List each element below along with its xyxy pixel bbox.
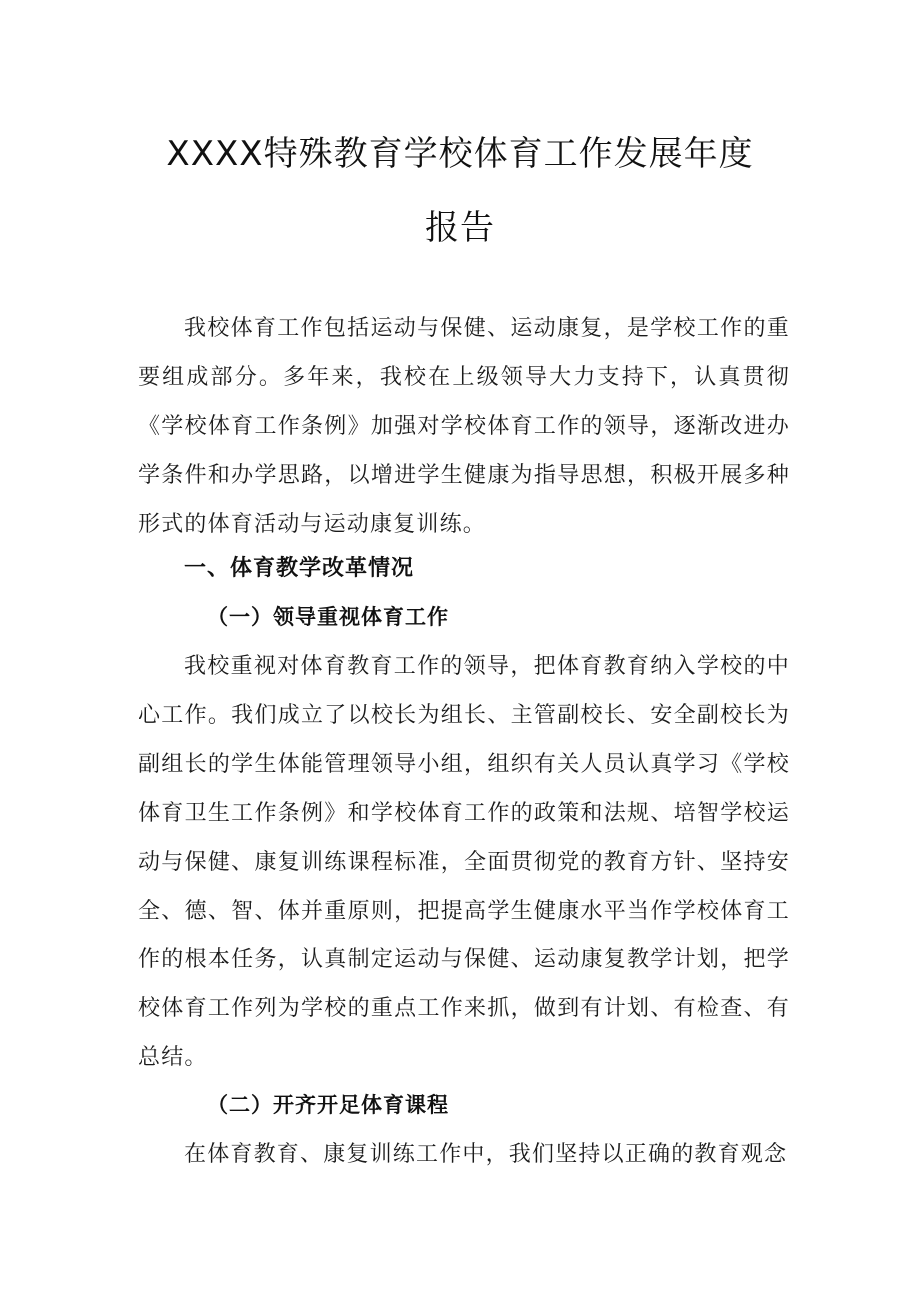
subsection-heading-2: （二）开齐开足体育课程 — [207, 1093, 449, 1117]
intro-paragraph: 我校体育工作包括运动与保健、运动康复，是学校工作的重要组成部分。多年来，我校在上级领导大力支持下，认真贯彻《学校体育工作条例》加强对学校体育工作的领导，逐渐改进办学条件和办学思路，以增进学生健康为指导思想，积极开展多种形式的体育活动与运动康复训练。 — [138, 316, 790, 537]
subsection-1-paragraph: 我校重视对体育教育工作的领导，把体育教育纳入学校的中心工作。我们成立了以校长为组长、主管副校长、安全副校长为副组长的学生体能管理领导小组，组织有关人员认真学习《学校体育卫生工作条例》和学校体育工作的政策和法规、培智学校运动与保健、康复训练课程标准，全面贯彻党的教育方针、坚持安全、德、智、体并重原则，把提高学生健康水平当作学校体育工作的根本任务，认真制定运动与保健、运动康复教学计划，把学校体育工作列为学校的重点工作来抓，做到有计划、有检查、有总结。 — [138, 654, 790, 1071]
subsection-2-paragraph: 在体育教育、康复训练工作中，我们坚持以正确的教育观念 — [184, 1142, 788, 1167]
document-title-line-2: 报告 — [425, 208, 495, 248]
section-heading-1: 一、体育教学改革情况 — [184, 556, 415, 581]
document-title-line-1: XXXX特殊教育学校体育工作发展年度 — [166, 134, 754, 174]
subsection-heading-1: （一）领导重视体育工作 — [207, 605, 449, 629]
